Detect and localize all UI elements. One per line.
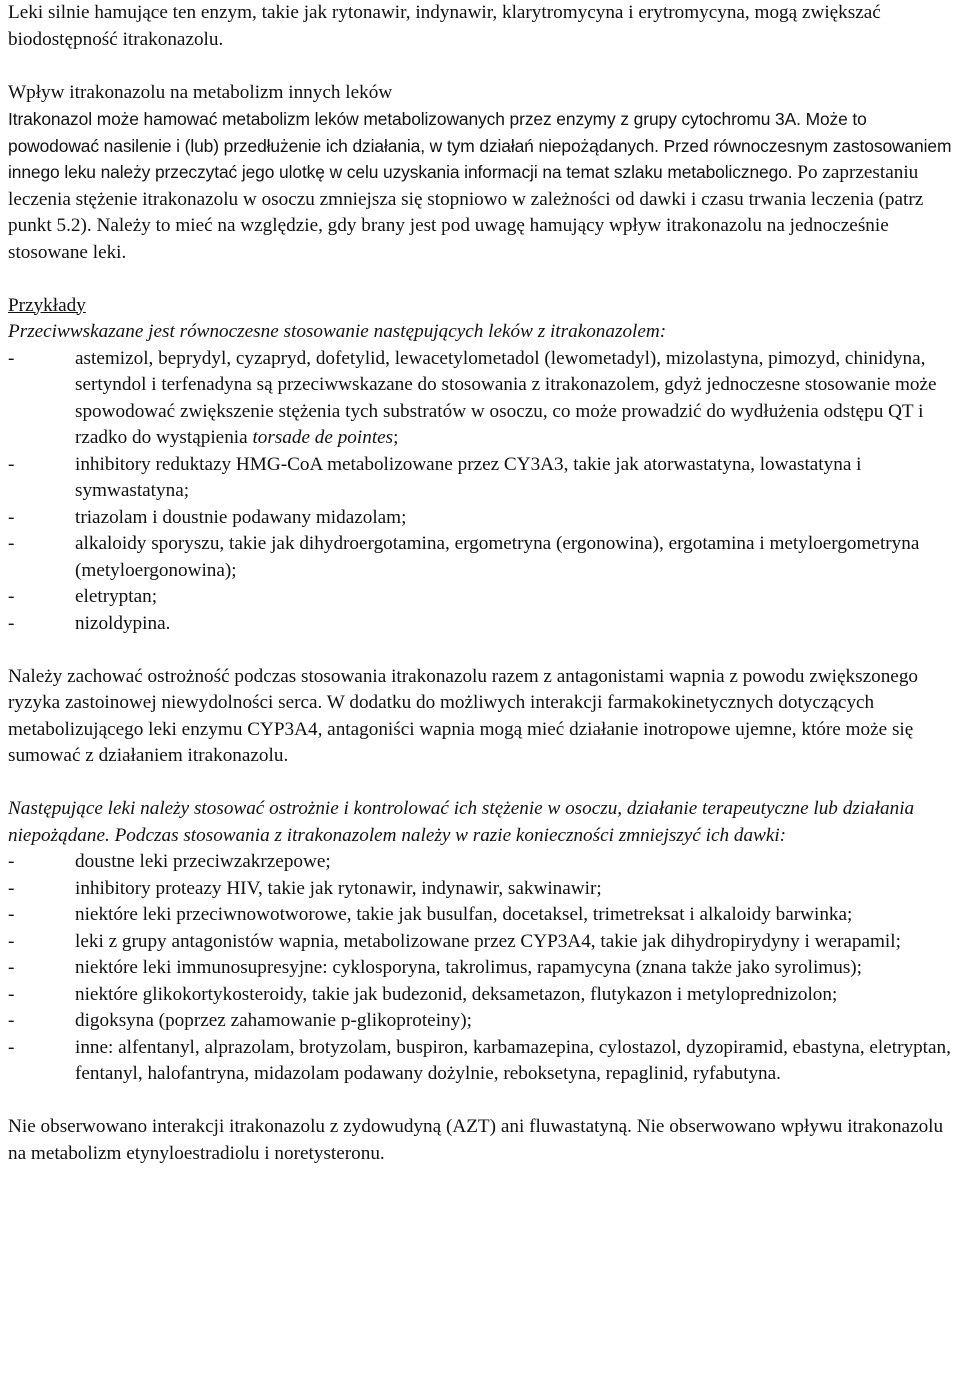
list-item	[8, 902, 958, 929]
list-dash: -	[8, 930, 15, 952]
intro-paragraph	[8, 0, 958, 53]
list-item-text: inhibitory proteazy HIV, takie jak rytonawir, indynawir, sakwinawir;	[75, 877, 602, 899]
list-dash: -	[8, 347, 15, 369]
list-item-text: niektóre leki immunosupresyjne: cyklosporyna, takrolimus, rapamycyna (znana także jako syrolimus);	[75, 957, 863, 978]
list-item	[8, 584, 958, 611]
list-item-suffix: ;	[393, 427, 399, 448]
spacer	[8, 770, 960, 797]
list-item	[8, 982, 958, 1009]
section-text-serif: Po zaprzestaniu leczenia stężenie itrakonazolu w osoczu zmniejsza się stopniowo w zależności od dawki i czasu trwania leczenia (patrz punkt 5.2). Należy to mieć na względzie, gdy brany jest pod uwagę hamujący wpływ itrakonazolu na jednocześnie stosowane leki.	[8, 162, 924, 263]
examples-heading	[8, 293, 958, 320]
no-interaction-paragraph	[8, 1114, 958, 1167]
intro-text: Leki silnie hamujące ten enzym, takie jak rytonawir, indynawir, klarytromycyna i erytromycyna, mogą zwiększać biodostępność itrakonazolu.	[8, 2, 881, 50]
list-dash: -	[8, 904, 15, 925]
caution-intro-text: Następujące leki należy stosować ostrożnie i kontrolować ich stężenie w osoczu, działanie terapeutyczne lub działania niepożądane. Podczas stosowania z itrakonazolem należy w razie konieczności zmniejszyć ich dawki:	[8, 798, 915, 846]
list-item-text: alkaloidy sporyszu, takie jak dihydroergotamina, ergometryna (ergonowina), ergotamina i metyloergometryna (metyloergonowina);	[75, 533, 920, 581]
list-item-text: doustne leki przeciwzakrzepowe;	[75, 851, 331, 872]
list-dash: -	[8, 586, 15, 607]
list-dash: -	[8, 983, 15, 1005]
list-item-text: nizoldypina.	[75, 612, 171, 634]
spacer	[8, 53, 960, 80]
section-paragraph	[8, 106, 958, 266]
list-item-text: eletryptan;	[75, 586, 158, 607]
list-item-text: niektóre leki przeciwnowotworowe, takie jak busulfan, docetaksel, trimetreksat i alkaloidy barwinka;	[75, 904, 853, 925]
section-text-sans: Itrakonazol może hamować metabolizm leków metabolizowanych przez enzymy z grupy cytochromu 3A. Może to powodować nasilenie i (lub) przedłużenie ich działania, w tym działań niepożądanych. Przed równoczesnym zastosowaniem innego leku należy przeczytać jego ulotkę w celu uzyskania informacji na temat szlaku metabolicznego.	[8, 109, 952, 182]
list-item	[8, 929, 958, 956]
list-item	[8, 1035, 958, 1088]
caution-intro	[8, 796, 958, 849]
list-dash: -	[8, 533, 15, 554]
list-dash: -	[8, 1036, 15, 1058]
list-dash: -	[8, 877, 15, 899]
list-item-text: niektóre glikokortykosteroidy, takie jak budezonid, deksametazon, flutykazon i metyloprednizolon;	[75, 983, 838, 1005]
list-item-text: digoksyna (poprzez zahamowanie p-glikoproteiny);	[75, 1010, 472, 1031]
spacer	[8, 266, 960, 293]
section-heading-text: Wpływ itrakonazolu na metabolizm innych leków	[8, 81, 393, 103]
caution-list	[8, 849, 960, 1088]
list-item	[8, 955, 958, 982]
list-item-text: inne: alfentanyl, alprazolam, brotyzolam, buspiron, karbamazepina, cylostazol, dyzopiramid, ebastyna, eletryptan, fentanyl, halofantryna, midazolam podawany dożylnie, reboksetyna, repaglinid, ryfabutyna.	[75, 1036, 951, 1084]
list-item	[8, 505, 958, 532]
list-item	[8, 531, 958, 584]
calcium-antagonists-paragraph	[8, 664, 958, 770]
list-item-italic: torsade de pointes	[252, 427, 394, 448]
contraindicated-list	[8, 346, 960, 638]
list-item	[8, 849, 958, 876]
list-item-text: leki z grupy antagonistów wapnia, metabolizowane przez CYP3A4, takie jak dihydropirydyny i werapamil;	[75, 930, 901, 952]
list-dash: -	[8, 612, 15, 634]
contraindicated-intro-text: Przeciwwskazane jest równoczesne stosowanie następujących leków z itrakonazolem:	[8, 321, 667, 342]
list-item	[8, 452, 958, 505]
spacer	[8, 637, 960, 664]
list-item-text: inhibitory reduktazy HMG-CoA metabolizowane przez CY3A3, takie jak atorwastatyna, lowastatyna i symwastatyna;	[75, 453, 862, 501]
list-dash: -	[8, 1010, 15, 1031]
list-item	[8, 346, 958, 452]
list-item	[8, 1008, 958, 1035]
list-item-text: astemizol, beprydyl, cyzapryd, dofetylid, lewacetylometadol (lewometadyl), mizolastyna, pimozyd, chinidyna, sertyndol i terfenadyna są przeciwwskazane do stosowania z itrakonazolem, gdyż jednoczesne stosowanie może spowodować zwiększenie stężenia tych substratów w osoczu, co może prowadzić do wydłużenia odstępu QT i rzadko do wystąpienia	[75, 347, 937, 448]
list-dash: -	[8, 453, 15, 475]
list-dash: -	[8, 957, 15, 978]
list-item-text: triazolam i doustnie podawany midazolam;	[75, 506, 407, 528]
examples-heading-text: Przykłady	[8, 294, 86, 316]
section-heading	[8, 80, 958, 107]
list-item	[8, 876, 958, 903]
no-interaction-text: Nie obserwowano interakcji itrakonazolu z zydowudyną (AZT) ani fluwastatyną. Nie obserwowano wpływu itrakonazolu na metabolizm etynyloestradiolu i noretysteronu.	[8, 1116, 944, 1164]
list-dash: -	[8, 851, 15, 872]
contraindicated-intro	[8, 319, 958, 346]
list-dash: -	[8, 506, 15, 528]
calcium-antagonists-text: Należy zachować ostrożność podczas stosowania itrakonazolu razem z antagonistami wapnia z powodu zwiększonego ryzyka zastoinowej niewydolności serca. W dodatku do możliwych interakcji farmakokinetycznych dotyczących metabolizującego leki enzymu CYP3A4, antagoniści wapnia mogą mieć działanie inotropowe ujemne, które może się sumować z działaniem itrakonazolu.	[8, 665, 919, 766]
list-item	[8, 611, 958, 638]
spacer	[8, 1088, 960, 1115]
